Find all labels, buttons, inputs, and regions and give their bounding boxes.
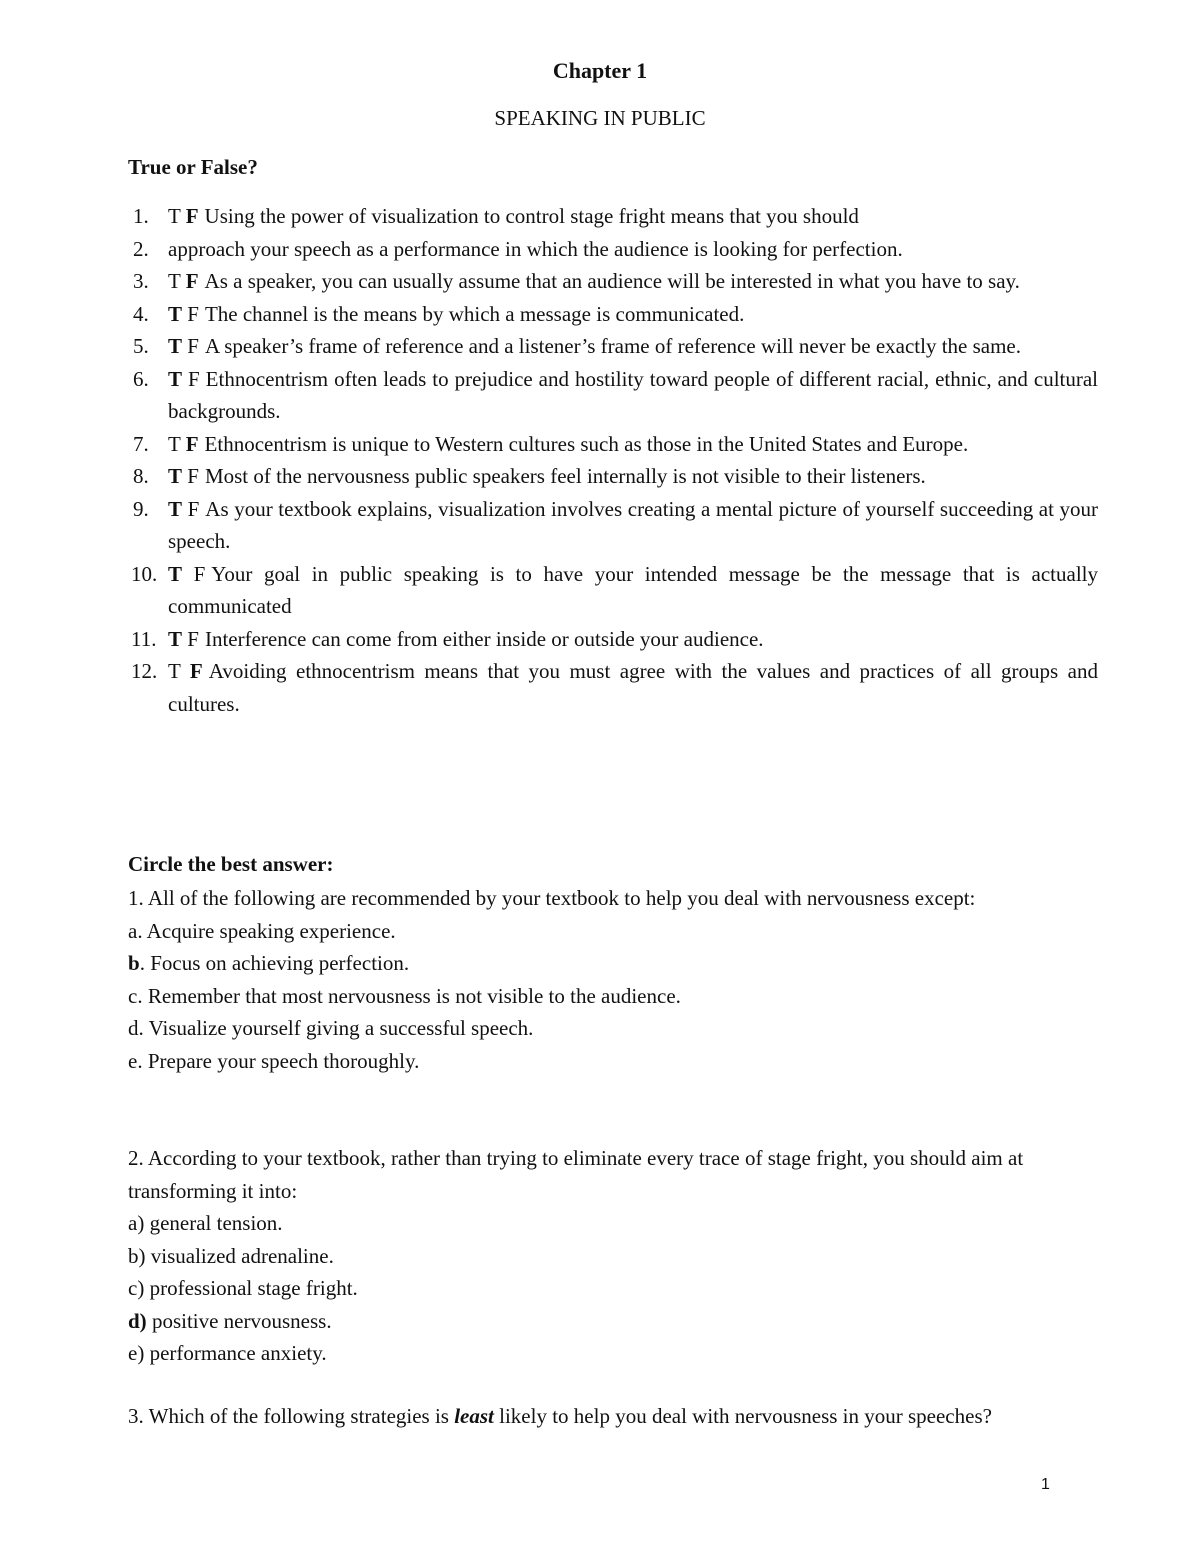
true-mark: T bbox=[168, 431, 181, 456]
false-mark: F bbox=[187, 366, 200, 391]
tf-item bbox=[0, 493, 1200, 558]
question-1 bbox=[128, 882, 1098, 1077]
false-mark: F bbox=[187, 626, 199, 651]
answer-option-text: professional stage fright. bbox=[144, 1276, 358, 1300]
question-1-stem: 1. All of the following are recommended by your textbook to help you deal with nervousness except: bbox=[128, 886, 976, 910]
multiple-choice-heading: Circle the best answer: bbox=[128, 852, 334, 876]
tf-item-body bbox=[168, 265, 1098, 298]
tf-item-body bbox=[168, 428, 1098, 461]
false-mark: F bbox=[193, 561, 206, 586]
chapter-title: Chapter 1 bbox=[552, 58, 648, 83]
tf-item-text: Most of the nervousness public speakers feel internally is not visible to their listeners. bbox=[204, 464, 926, 488]
tf-item-number: 5. bbox=[133, 334, 149, 358]
question-3-stem-start: 3. Which of the following strategies is bbox=[128, 1404, 455, 1428]
false-mark: F bbox=[185, 204, 199, 228]
false-mark: F bbox=[187, 334, 199, 358]
tf-item-body bbox=[168, 558, 1098, 623]
true-mark: T bbox=[168, 496, 183, 521]
question-1-options bbox=[128, 915, 1098, 1078]
tf-item-number: 7. bbox=[133, 431, 149, 456]
false-mark: F bbox=[187, 496, 200, 521]
answer-option-label: b bbox=[128, 951, 140, 975]
tf-item-text: Using the power of visualization to control stage fright means that you should bbox=[204, 204, 859, 228]
tf-item-number: 10. bbox=[131, 561, 158, 586]
question-3-stem-end: likely to help you deal with nervousness in your speeches? bbox=[493, 1404, 992, 1428]
question-3-stem bbox=[128, 1400, 1098, 1433]
tf-answer-marks bbox=[168, 204, 199, 228]
true-mark: T bbox=[168, 301, 183, 326]
tf-item bbox=[0, 200, 1200, 233]
tf-item bbox=[0, 558, 1200, 623]
question-3 bbox=[128, 1400, 1098, 1433]
true-false-heading: True or False? bbox=[128, 155, 258, 179]
answer-option bbox=[128, 915, 1098, 948]
tf-answer-marks bbox=[168, 659, 203, 683]
true-mark: T bbox=[168, 659, 181, 683]
answer-option-text: . Acquire speaking experience. bbox=[137, 918, 396, 943]
answer-option-text: . Remember that most nervousness is not visible to the audience. bbox=[137, 983, 681, 1008]
true-false-list bbox=[0, 200, 1200, 720]
tf-item-number: 11. bbox=[131, 626, 157, 651]
true-mark: T bbox=[168, 626, 183, 651]
tf-item-body bbox=[168, 460, 1098, 493]
question-2 bbox=[128, 1142, 1098, 1370]
tf-item-text: The channel is the means by which a message is communicated. bbox=[204, 301, 745, 326]
true-mark: T bbox=[168, 561, 183, 586]
true-mark: T bbox=[168, 366, 183, 391]
document-title: SPEAKING IN PUBLIC bbox=[494, 106, 706, 130]
tf-item bbox=[0, 330, 1200, 363]
answer-option-label: b) bbox=[128, 1243, 146, 1268]
tf-item-text: A speaker’s frame of reference and a listener’s frame of reference will never be exactly the same. bbox=[204, 334, 1021, 358]
answer-option-label: e) bbox=[128, 1341, 145, 1365]
tf-item-text: As your textbook explains, visualization involves creating a mental picture of yourself succeeding at your speech. bbox=[168, 496, 1098, 553]
tf-item-number: 3. bbox=[133, 269, 149, 293]
answer-option-label: d bbox=[128, 1016, 139, 1040]
tf-answer-marks bbox=[168, 302, 199, 326]
tf-item-body bbox=[168, 298, 1098, 331]
false-mark: F bbox=[187, 301, 199, 326]
answer-option-text: . Focus on achieving perfection. bbox=[139, 951, 410, 975]
tf-item-text: As a speaker, you can usually assume that an audience will be interested in what you have to say. bbox=[204, 269, 1020, 293]
tf-answer-marks bbox=[168, 562, 205, 586]
tf-item bbox=[0, 460, 1200, 493]
tf-answer-marks bbox=[168, 497, 199, 521]
answer-option-text: . Prepare your speech thoroughly. bbox=[137, 1048, 420, 1073]
tf-item-body bbox=[168, 233, 1098, 266]
false-mark: F bbox=[185, 269, 199, 293]
answer-option-label: c bbox=[128, 983, 138, 1008]
tf-answer-marks bbox=[168, 334, 199, 358]
tf-item-text: Interference can come from either inside or outside your audience. bbox=[204, 626, 764, 651]
answer-option-text: . Visualize yourself giving a successful speech. bbox=[138, 1016, 534, 1040]
answer-option bbox=[128, 947, 1098, 980]
tf-item bbox=[0, 655, 1200, 720]
tf-item-number: 1. bbox=[133, 204, 149, 228]
tf-item bbox=[0, 623, 1200, 656]
answer-option bbox=[128, 1207, 1098, 1240]
answer-option-label: c) bbox=[128, 1276, 145, 1300]
false-mark: F bbox=[187, 464, 199, 488]
tf-item-body bbox=[168, 655, 1098, 720]
true-mark: T bbox=[168, 334, 183, 358]
tf-answer-marks bbox=[168, 627, 199, 651]
tf-item-body bbox=[168, 493, 1098, 558]
tf-item-text: Ethnocentrism often leads to prejudice and hostility toward people of different racial, ethnic, and cultural backgrounds. bbox=[168, 366, 1099, 423]
tf-item-body bbox=[168, 623, 1098, 656]
answer-option-label: a) bbox=[128, 1211, 145, 1235]
tf-item-text: Avoiding ethnocentrism means that you must agree with the values and practices of all groups and cultures. bbox=[168, 659, 1098, 716]
tf-item-number: 6. bbox=[133, 366, 149, 391]
answer-option-text: performance anxiety. bbox=[144, 1341, 327, 1365]
tf-item-body bbox=[168, 200, 1098, 233]
tf-item-text: Ethnocentrism is unique to Western cultures such as those in the United States and Europe. bbox=[204, 431, 969, 456]
tf-item bbox=[0, 363, 1200, 428]
answer-option bbox=[128, 1272, 1098, 1305]
tf-item-body bbox=[168, 330, 1098, 363]
tf-item bbox=[0, 298, 1200, 331]
tf-item bbox=[0, 233, 1200, 266]
answer-option bbox=[128, 1305, 1098, 1338]
question-3-emphasis: least bbox=[454, 1404, 494, 1428]
tf-item-number: 2. bbox=[133, 236, 149, 261]
tf-item-number: 8. bbox=[133, 464, 149, 488]
false-mark: F bbox=[185, 431, 199, 456]
tf-item bbox=[0, 265, 1200, 298]
true-mark: T bbox=[168, 464, 183, 488]
answer-option-label: e bbox=[128, 1048, 138, 1073]
answer-option-text: visualized adrenaline. bbox=[145, 1243, 334, 1268]
answer-option bbox=[128, 1337, 1098, 1370]
true-mark: T bbox=[168, 269, 181, 293]
answer-option-label: d) bbox=[128, 1308, 147, 1333]
question-2-options bbox=[128, 1207, 1098, 1370]
tf-answer-marks bbox=[168, 269, 199, 293]
tf-item-number: 9. bbox=[133, 496, 149, 521]
answer-option bbox=[128, 1045, 1098, 1078]
tf-answer-marks bbox=[168, 464, 199, 488]
answer-option bbox=[128, 980, 1098, 1013]
answer-option-text: general tension. bbox=[144, 1211, 283, 1235]
tf-answer-marks bbox=[168, 432, 199, 456]
tf-item bbox=[0, 428, 1200, 461]
answer-option bbox=[128, 1240, 1098, 1273]
tf-answer-marks bbox=[168, 367, 200, 391]
page-number: 1 bbox=[1041, 1476, 1050, 1493]
tf-item-body bbox=[168, 363, 1098, 428]
answer-option-label: a bbox=[128, 918, 138, 943]
tf-item-number: 4. bbox=[133, 301, 149, 326]
true-mark: T bbox=[168, 204, 181, 228]
answer-option-text: positive nervousness. bbox=[146, 1308, 332, 1333]
tf-item-text: Your goal in public speaking is to have your intended message be the message that is actually communicated bbox=[168, 561, 1098, 618]
answer-option bbox=[128, 1012, 1098, 1045]
question-2-stem: 2. According to your textbook, rather than trying to eliminate every trace of stage fright, you should aim at transforming it into: bbox=[128, 1146, 1024, 1203]
tf-item-text: approach your speech as a performance in which the audience is looking for perfection. bbox=[168, 236, 903, 261]
tf-item-number: 12. bbox=[131, 659, 158, 683]
false-mark: F bbox=[189, 659, 203, 683]
